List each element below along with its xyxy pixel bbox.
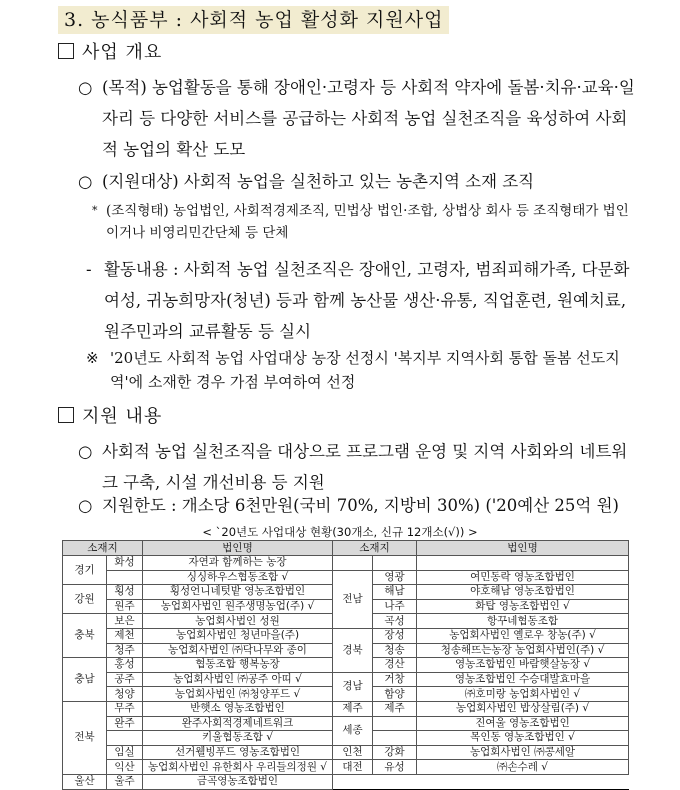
sites-table xyxy=(62,540,629,790)
org-name-cell: 완주사회적경제네트워크 xyxy=(143,716,333,731)
subregion-cell: 거창 xyxy=(373,672,417,687)
reference-mark-icon: ※ xyxy=(86,349,99,367)
org-name-cell: 농업회사법인 ㈜콩세알 xyxy=(417,745,629,760)
support-content-text: 사회적 농업 실천조직을 대상으로 프로그램 운영 및 지역 사회와의 네트워크 구축, 시설 개선비용 등 지원 xyxy=(102,442,628,492)
org-name-cell: ㈜호미랑 농업회사법인 √ xyxy=(417,687,629,702)
org-name-cell: 진여울 영농조합법인 xyxy=(417,716,629,731)
reference-note xyxy=(86,346,634,394)
org-name-cell: 농업회사법인 청년마을(주) xyxy=(143,628,333,643)
region-cell: 강원 xyxy=(63,585,107,614)
purpose-text: (목적) 농업활동을 통해 장애인·고령자 등 사회적 약자에 돌봄·치유·교육·일자리 등 다양한 서비스를 공급하는 사회적 농업 실천조직을 육성하여 사회적 농업의 확산 도모 xyxy=(102,78,635,159)
org-name-cell: 농업회사법인 밥상살림(주) √ xyxy=(417,701,629,716)
subregion-cell: 청주 xyxy=(107,643,143,658)
asterisk-icon: * xyxy=(92,204,98,217)
region-cell: 경기 xyxy=(63,556,107,585)
target-paragraph xyxy=(78,166,638,197)
region-cell: 인천 xyxy=(333,745,373,760)
subregion-cell: 장성 xyxy=(373,628,417,643)
table-row xyxy=(63,570,629,585)
subregion-cell: 함양 xyxy=(373,687,417,702)
subregion-cell: 홍성 xyxy=(107,658,143,673)
subregion-cell: 제주 xyxy=(373,701,417,716)
subregion-cell xyxy=(373,731,417,746)
bullet-circle-icon: ○ xyxy=(78,496,93,515)
checkbox-square-icon xyxy=(58,407,74,423)
subregion-cell: 공주 xyxy=(107,672,143,687)
org-name-cell xyxy=(417,556,629,571)
subregion-cell: 횡성 xyxy=(107,585,143,600)
table-row xyxy=(63,672,629,687)
org-form-note xyxy=(92,200,632,244)
org-name-cell: 선거웰빙푸드 영농조합법인 xyxy=(143,745,333,760)
subregion-cell: 울주 xyxy=(107,774,143,789)
region-cell: 충북 xyxy=(63,614,107,658)
org-name-cell: 농업회사법인 옐로우 창농(주) √ xyxy=(417,628,629,643)
table-row xyxy=(63,701,629,716)
subregion-cell: 나주 xyxy=(373,599,417,614)
subregion-cell: 보은 xyxy=(107,614,143,629)
org-name-cell: 자연과 함께하는 농장 xyxy=(143,556,333,571)
org-name-cell: 항꾸네협동조합 xyxy=(417,614,629,629)
org-name-cell: 협동조합 행복농장 xyxy=(143,658,333,673)
header-location: 소재지 xyxy=(63,541,143,556)
org-name-cell: 청송해뜨는농장 농업회사법인(주) √ xyxy=(417,643,629,658)
table-row xyxy=(63,556,629,571)
section-heading-label: 지원 내용 xyxy=(82,406,163,427)
subregion-cell: 청송 xyxy=(373,643,417,658)
header-location: 소재지 xyxy=(333,541,417,556)
org-name-cell: 목인동 영농조합법인 √ xyxy=(417,731,629,746)
subregion-cell: 화성 xyxy=(107,556,143,571)
subregion-cell: 임실 xyxy=(107,745,143,760)
subregion-cell: 청양 xyxy=(107,687,143,702)
section-heading-support xyxy=(58,404,162,430)
org-name-cell: 농업회사법인 ㈜청양푸드 √ xyxy=(143,687,333,702)
support-limit-text: 지원한도 : 개소당 6천만원(국비 70%, 지방비 30%) ('20예산 25억 원) xyxy=(102,496,619,515)
org-name-cell: 영농조합법인 수승대발효마을 xyxy=(417,672,629,687)
support-content-paragraph xyxy=(78,436,638,498)
org-name-cell: 화탑 영농조합법인 √ xyxy=(417,599,629,614)
subregion-cell xyxy=(107,570,143,585)
dash-marker: - xyxy=(86,260,92,279)
subregion-cell: 경산 xyxy=(373,658,417,673)
table-row xyxy=(63,760,629,775)
subregion-cell: 곡성 xyxy=(373,614,417,629)
region-cell: 전남 xyxy=(333,570,373,628)
org-form-text: (조직형태) 농업법인, 사회적경제조직, 민법상 법인·조합, 상법상 회사 등 조직형태가 법인이거나 비영리민간단체 등 단체 xyxy=(106,203,629,241)
section-heading-label: 사업 개요 xyxy=(82,42,163,63)
activities-text: 활동내용 : 사회적 농업 실천조직은 장애인, 고령자, 범죄피해가족, 다문화여성, 귀농희망자(청년) 등과 함께 농산물 생산·유통, 직업훈련, 원예치료, 원주민과의 교류활동 등 실시 xyxy=(104,260,630,341)
subregion-cell xyxy=(107,731,143,746)
subregion-cell: 원주 xyxy=(107,599,143,614)
org-name-cell: 횡성언니네텃밭 영농조합법인 xyxy=(143,585,333,600)
region-cell xyxy=(333,556,373,571)
region-cell: 대전 xyxy=(333,760,373,775)
org-name-cell: 농업회사법인 ㈜닥나무와 종이 xyxy=(143,643,333,658)
org-name-cell: 여민동락 영농조합법인 xyxy=(417,570,629,585)
table-body xyxy=(63,556,629,790)
target-text: (지원대상) 사회적 농업을 실천하고 있는 농촌지역 소재 조직 xyxy=(102,172,535,191)
table-row xyxy=(63,628,629,643)
region-cell: 울산 xyxy=(63,774,107,789)
reference-text: '20년도 사회적 농업 사업대상 농장 선정시 '복지부 지역사회 통합 돌봄 선도지역'에 소재한 경우 가점 부여하여 선정 xyxy=(110,349,620,391)
subregion-cell xyxy=(373,556,417,571)
region-cell: 충남 xyxy=(63,658,107,702)
checkbox-square-icon xyxy=(58,43,74,59)
activities-paragraph xyxy=(86,254,634,347)
subregion-cell: 해남 xyxy=(373,585,417,600)
region-cell: 세종 xyxy=(333,716,373,745)
table-header-row xyxy=(63,541,629,556)
subregion-cell: 제천 xyxy=(107,628,143,643)
org-name-cell: 농업회사법인 원주생명농업(주) √ xyxy=(143,599,333,614)
subregion-cell: 익산 xyxy=(107,760,143,775)
org-name-cell: 반햇소 영농조합법인 xyxy=(143,701,333,716)
header-org-name: 법인명 xyxy=(417,541,629,556)
purpose-paragraph xyxy=(78,72,638,165)
subregion-cell xyxy=(373,716,417,731)
region-cell: 제주 xyxy=(333,701,373,716)
org-name-cell: 농업회사법인 성원 xyxy=(143,614,333,629)
org-name-cell: 싱싱하우스협동조합 √ xyxy=(143,570,333,585)
region-cell: 경남 xyxy=(333,672,373,701)
region-cell: 전북 xyxy=(63,701,107,774)
org-name-cell: ㈜손수레 √ xyxy=(417,760,629,775)
subregion-cell: 영광 xyxy=(373,570,417,585)
org-name-cell: 농업회사법인 ㈜공주 아띠 √ xyxy=(143,672,333,687)
subregion-cell: 완주 xyxy=(107,716,143,731)
bullet-circle-icon: ○ xyxy=(78,172,93,191)
org-name-cell: 키울협동조합 √ xyxy=(143,731,333,746)
bullet-circle-icon: ○ xyxy=(78,442,93,461)
section-heading-overview xyxy=(58,40,162,66)
org-name-cell: 농업회사법인 유한회사 우리들의정원 √ xyxy=(143,760,333,775)
header-org-name: 법인명 xyxy=(143,541,333,556)
org-name-cell: 야호해남 영농조합법인 xyxy=(417,585,629,600)
org-name-cell: 영농조합법인 바람햇살농장 √ xyxy=(417,658,629,673)
bullet-circle-icon: ○ xyxy=(78,78,93,97)
subregion-cell: 강화 xyxy=(373,745,417,760)
region-cell: 경북 xyxy=(333,628,373,672)
subregion-cell: 유성 xyxy=(373,760,417,775)
table-row xyxy=(63,745,629,760)
table-row xyxy=(63,716,629,731)
table-caption: < `20년도 사업대상 현황(30개소, 신규 12개소(√)) > xyxy=(202,525,478,539)
subregion-cell: 무주 xyxy=(107,701,143,716)
support-limit-paragraph xyxy=(78,490,638,521)
org-name-cell: 금곡영농조합법인 xyxy=(143,774,333,789)
table-row xyxy=(63,774,629,789)
section-title: 3. 농식품부 : 사회적 농업 활성화 지원사업 xyxy=(58,6,449,34)
